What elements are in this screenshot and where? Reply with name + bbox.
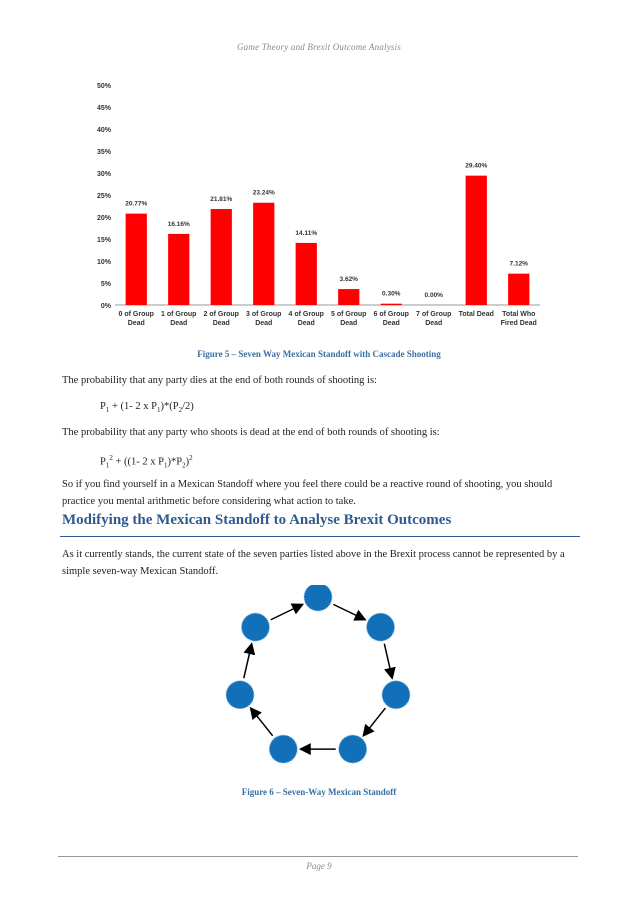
party-node — [367, 613, 395, 641]
party-node — [226, 681, 254, 709]
data-label: 0.30% — [382, 290, 401, 298]
paragraph-4: As it currently stands, the current state of the seven parties listed above in the Brexit process cannot be represented by a simple seven-way Mexican Standoff. — [62, 549, 565, 577]
x-tick-label: 7 of Group — [416, 311, 452, 318]
x-tick-label: Dead — [340, 320, 358, 327]
page-number: Page 9 — [306, 861, 332, 871]
x-tick-label: 6 of Group — [373, 311, 409, 318]
x-tick-label: 3 of Group — [246, 311, 282, 318]
x-tick-label: 4 of Group — [288, 311, 324, 318]
running-header: Game Theory and Brexit Outcome Analysis — [236, 42, 402, 52]
bar — [253, 203, 274, 305]
bar — [211, 209, 232, 305]
x-tick-label: Dead — [127, 320, 145, 327]
data-label: 14.11% — [295, 229, 318, 237]
arrow — [363, 708, 385, 736]
y-tick-label: 10% — [96, 259, 111, 266]
data-label: 0.00% — [424, 292, 443, 299]
x-tick-label: Total Dead — [458, 311, 494, 318]
paragraph-2: The probability that any party who shoots is dead at the end of both rounds of shooting is: — [62, 427, 440, 438]
x-tick-label: 5 of Group — [331, 311, 367, 318]
paragraph-3: So if you find yourself in a Mexican Standoff where you feel there could be a reactive round of shooting, you should practice you mental arithmetic before considering what action to take. — [62, 479, 553, 507]
x-tick-label: 1 of Group — [161, 311, 197, 318]
figure-6-caption: Figure 6 – Seven-Way Mexican Standoff — [241, 787, 397, 797]
x-tick-label: Total Who — [502, 311, 536, 318]
party-node — [304, 585, 332, 611]
data-label: 16.16% — [167, 220, 190, 228]
x-tick-label: 0 of Group — [118, 311, 154, 318]
y-tick-label: 30% — [96, 171, 111, 178]
figure-5-caption: Figure 5 – Seven Way Mexican Standoff with Cascade Shooting — [197, 349, 441, 359]
x-tick-label: Dead — [297, 320, 315, 327]
y-tick-label: 25% — [96, 193, 111, 200]
y-tick-label: 45% — [96, 105, 111, 112]
bar — [168, 234, 189, 305]
paragraph-1: The probability that any party dies at the end of both rounds of shooting is: — [62, 375, 377, 386]
arrow — [333, 604, 365, 619]
data-label: 7.12% — [509, 260, 528, 268]
data-label: 23.24% — [252, 189, 275, 197]
formula-2: $P_1^2 + ((1-$ 2 x $P_1)*P_2)^2$ — [100, 454, 193, 470]
x-tick-label: 2 of Group — [203, 311, 239, 318]
y-tick-label: 20% — [96, 215, 111, 222]
bar-chart — [85, 75, 545, 333]
heading-rule — [60, 536, 580, 537]
y-tick-label: 15% — [96, 237, 111, 244]
y-tick-label: 40% — [96, 127, 111, 134]
arrow — [251, 708, 273, 736]
data-label: 21.81% — [210, 196, 233, 204]
y-tick-label: 0% — [100, 303, 111, 310]
data-label: 3.62% — [339, 276, 358, 284]
formula-1: $P_1 + (1-$ 2 x $P_1)*(P_2/2)$ — [100, 401, 194, 415]
x-tick-label: Dead — [382, 320, 400, 327]
bar — [126, 214, 147, 305]
section-heading: Modifying the Mexican Standoff to Analyse Brexit Outcomes — [62, 512, 452, 528]
party-node — [241, 613, 269, 641]
party-node — [382, 681, 410, 709]
arrow — [244, 644, 252, 679]
data-label: 20.77% — [125, 200, 148, 208]
bar — [508, 274, 529, 305]
x-tick-label: Dead — [255, 320, 273, 327]
bar — [296, 243, 317, 305]
data-label: 29.40% — [465, 162, 488, 170]
x-tick-label: Dead — [425, 320, 443, 327]
x-tick-label: Dead — [170, 320, 188, 327]
y-tick-label: 50% — [96, 83, 111, 90]
arrow — [384, 644, 392, 679]
footer-rule — [58, 856, 578, 857]
bar — [338, 289, 359, 305]
x-tick-label: Fired Dead — [500, 320, 537, 327]
x-tick-label: Dead — [212, 320, 230, 327]
standoff-diagram — [215, 585, 425, 780]
bar — [381, 304, 402, 305]
party-node — [269, 735, 297, 763]
y-tick-label: 35% — [96, 149, 111, 156]
bar — [466, 176, 487, 305]
party-node — [339, 735, 367, 763]
arrow — [271, 604, 303, 619]
y-tick-label: 5% — [100, 281, 111, 288]
